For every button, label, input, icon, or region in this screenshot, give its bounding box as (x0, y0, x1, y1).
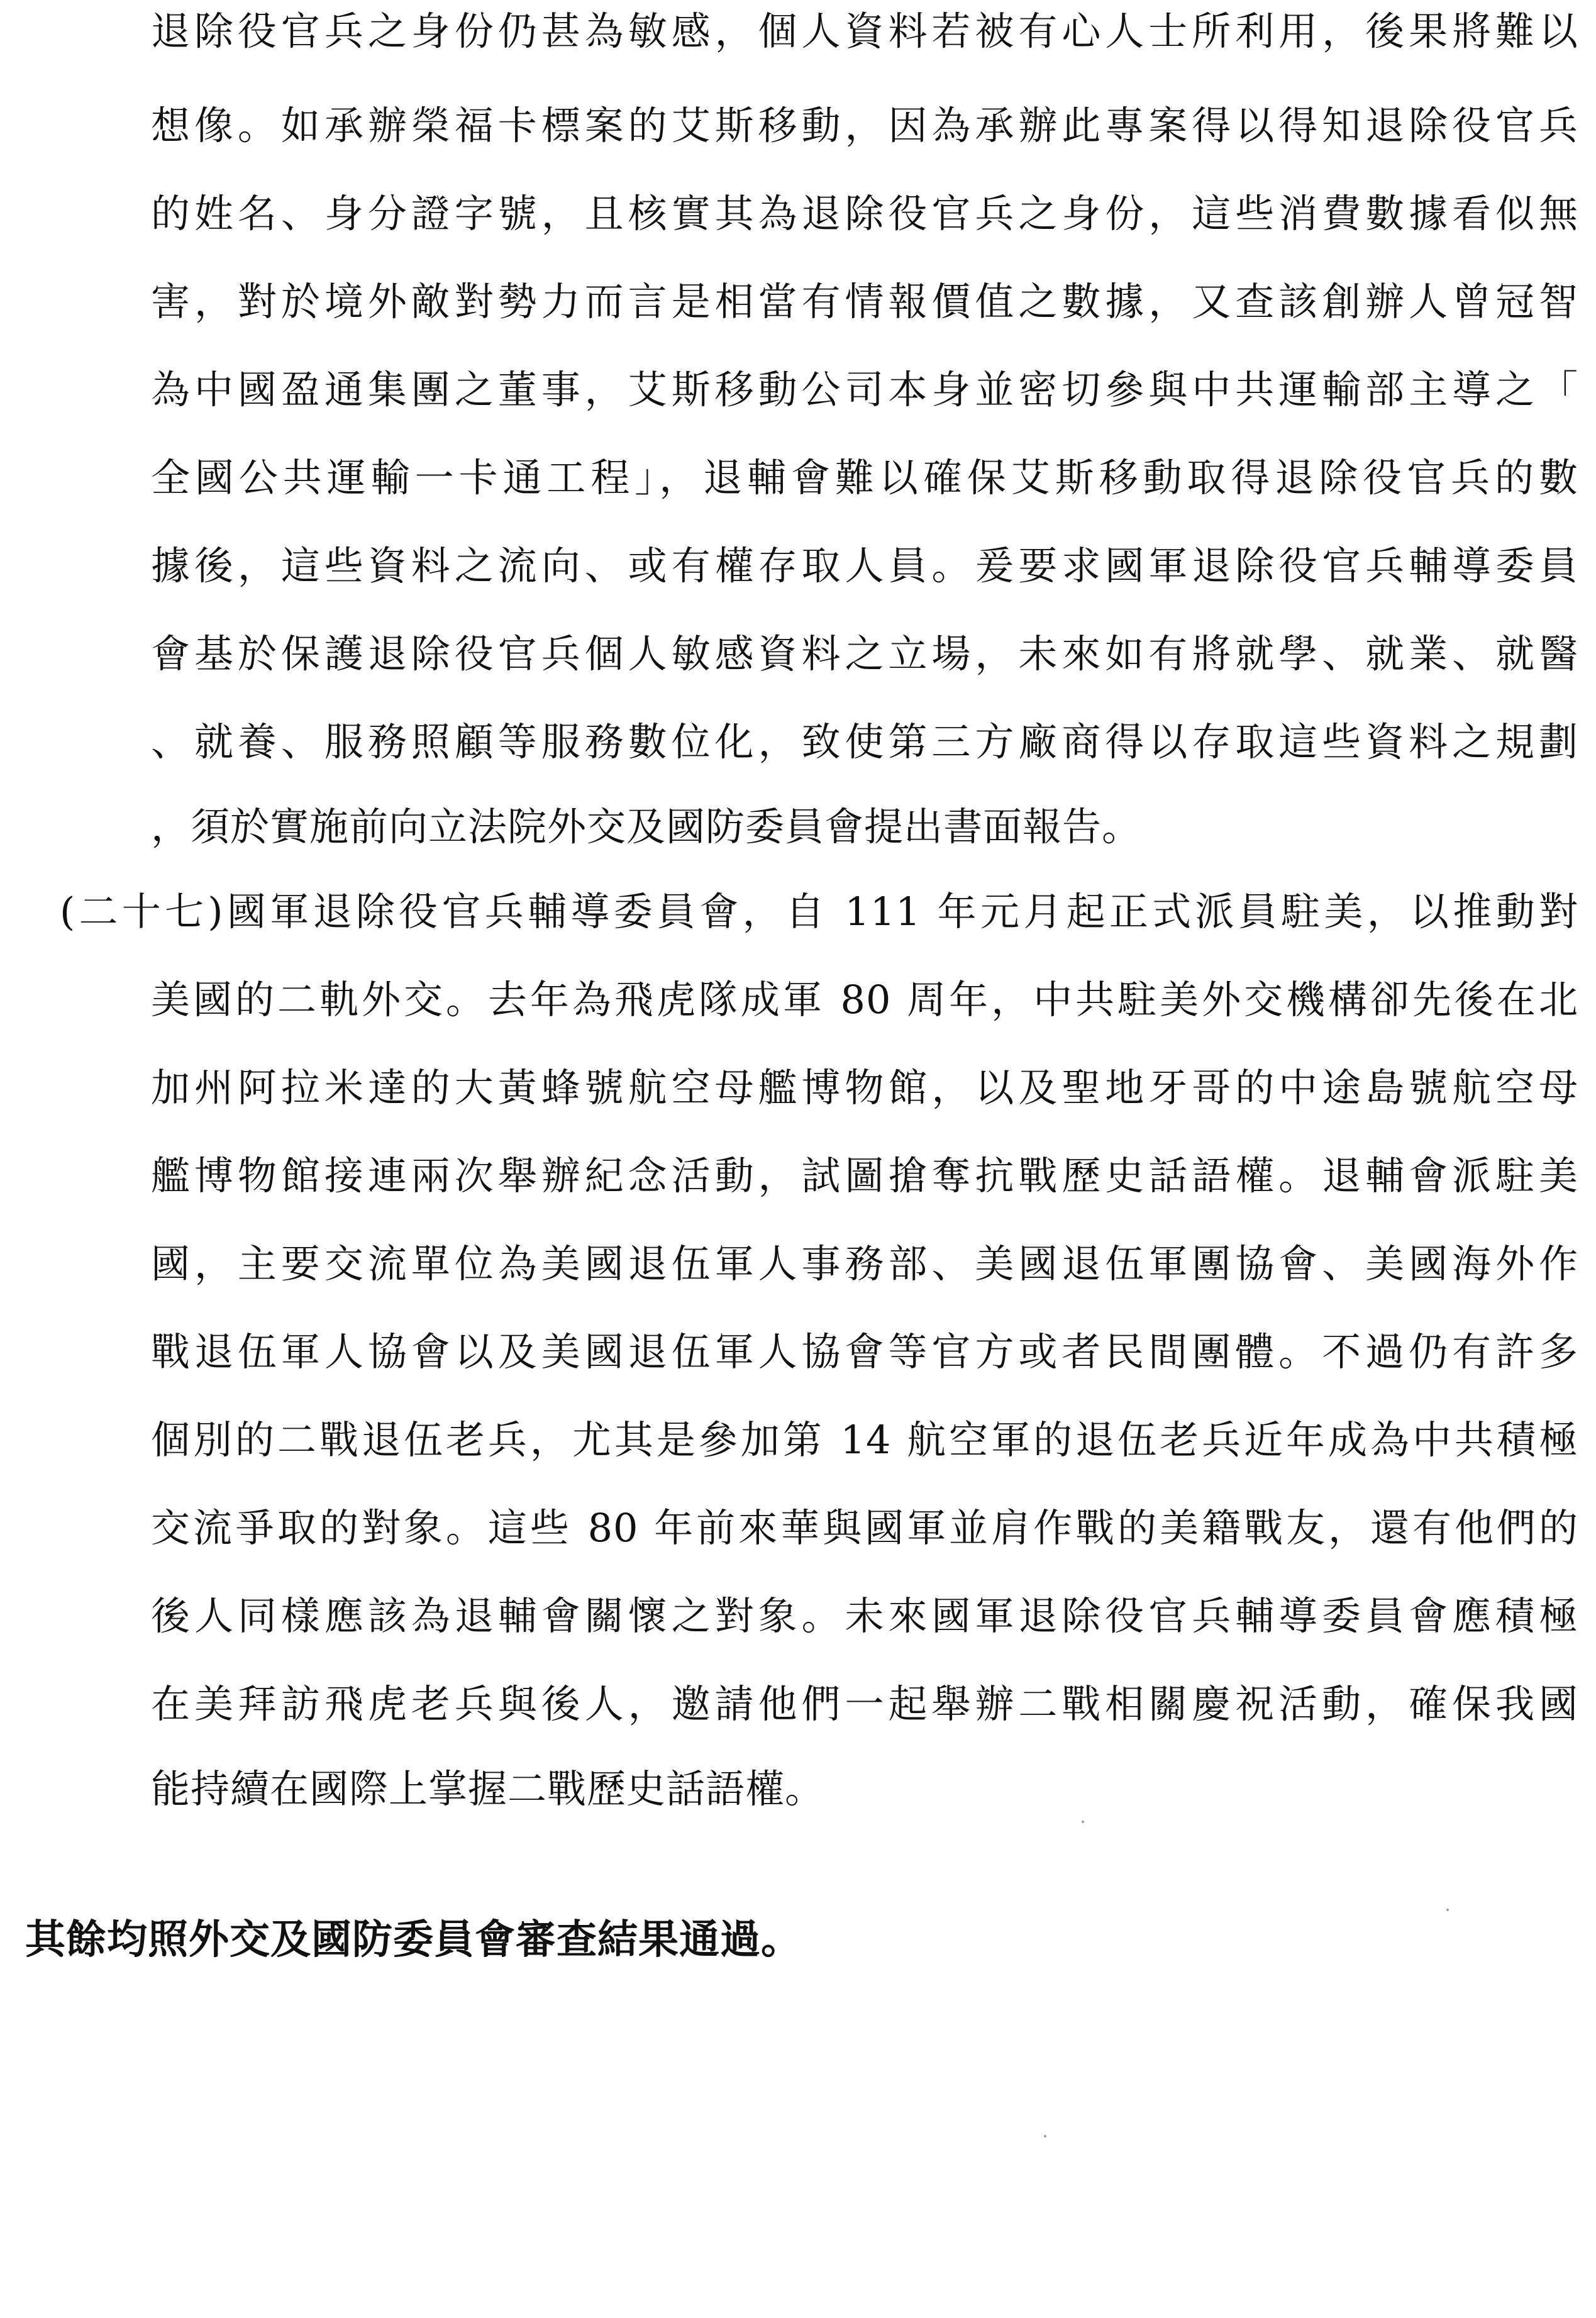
item-line: 國，主要交流單位為美國退伍軍人事務部、美國退伍軍團協會、美國海外作 (151, 1241, 1578, 1287)
scan-speck (1446, 1909, 1449, 1911)
paragraph-line: 、就養、服務照顧等服務數位化，致使第三方廠商得以存取這些資料之規劃 (151, 719, 1578, 765)
paragraph-line: 會基於保護退除役官兵個人敏感資料之立場，未來如有將就學、就業、就醫 (151, 631, 1578, 677)
item-line: 交流爭取的對象。這些 80 年前來華與國軍並肩作戰的美籍戰友，還有他們的 (151, 1505, 1578, 1551)
paragraph-line: ，須於實施前向立法院外交及國防委員會提出書面報告。 (151, 804, 1142, 850)
item-line: 在美拜訪飛虎老兵與後人，邀請他們一起舉辦二戰相關慶祝活動，確保我國 (151, 1681, 1578, 1727)
paragraph-line: 退除役官兵之身份仍甚為敏感，個人資料若被有心人士所利用，後果將難以 (151, 8, 1578, 54)
item-line: 美國的二軌外交。去年為飛虎隊成軍 80 周年，中共駐美外交機構卻先後在北 (151, 977, 1578, 1023)
closing-statement: 其餘均照外交及國防委員會審查結果通過。 (25, 1917, 802, 1963)
item-heading: (二十七)國軍退除役官兵輔導委員會，自 111 年元月起正式派員駐美，以推動對 (60, 889, 1578, 934)
paragraph-line: 害，對於境外敵對勢力而言是相當有情報價值之數據，又查該創辦人曾冠智 (151, 279, 1578, 324)
scan-speck (1082, 1821, 1084, 1823)
paragraph-line: 為中國盈通集團之董事，艾斯移動公司本身並密切參與中共運輸部主導之「 (151, 367, 1578, 413)
item-line: 戰退伍軍人協會以及美國退伍軍人協會等官方或者民間團體。不過仍有許多 (151, 1329, 1578, 1375)
paragraph-line: 據後，這些資料之流向、或有權存取人員。爰要求國軍退除役官兵輔導委員 (151, 543, 1578, 589)
paragraph-line: 全國公共運輸一卡通工程」，退輔會難以確保艾斯移動取得退除役官兵的數 (151, 455, 1578, 501)
item-line: 艦博物館接連兩次舉辦紀念活動，試圖搶奪抗戰歷史話語權。退輔會派駐美 (151, 1153, 1578, 1199)
item-line: 能持續在國際上掌握二戰歷史話語權。 (151, 1766, 825, 1812)
item-line: 加州阿拉米達的大黃蜂號航空母艦博物館，以及聖地牙哥的中途島號航空母 (151, 1065, 1578, 1111)
paragraph-line: 想像。如承辦榮福卡標案的艾斯移動，因為承辦此專案得以得知退除役官兵 (151, 103, 1578, 148)
scan-speck (1044, 2135, 1046, 2138)
paragraph-line: 的姓名、身分證字號，且核實其為退除役官兵之身份，這些消費數據看似無 (151, 191, 1578, 236)
item-line: 後人同樣應該為退輔會關懷之對象。未來國軍退除役官兵輔導委員會應積極 (151, 1593, 1578, 1639)
item-line: 個別的二戰退伍老兵，尤其是參加第 14 航空軍的退伍老兵近年成為中共積極 (151, 1417, 1578, 1463)
